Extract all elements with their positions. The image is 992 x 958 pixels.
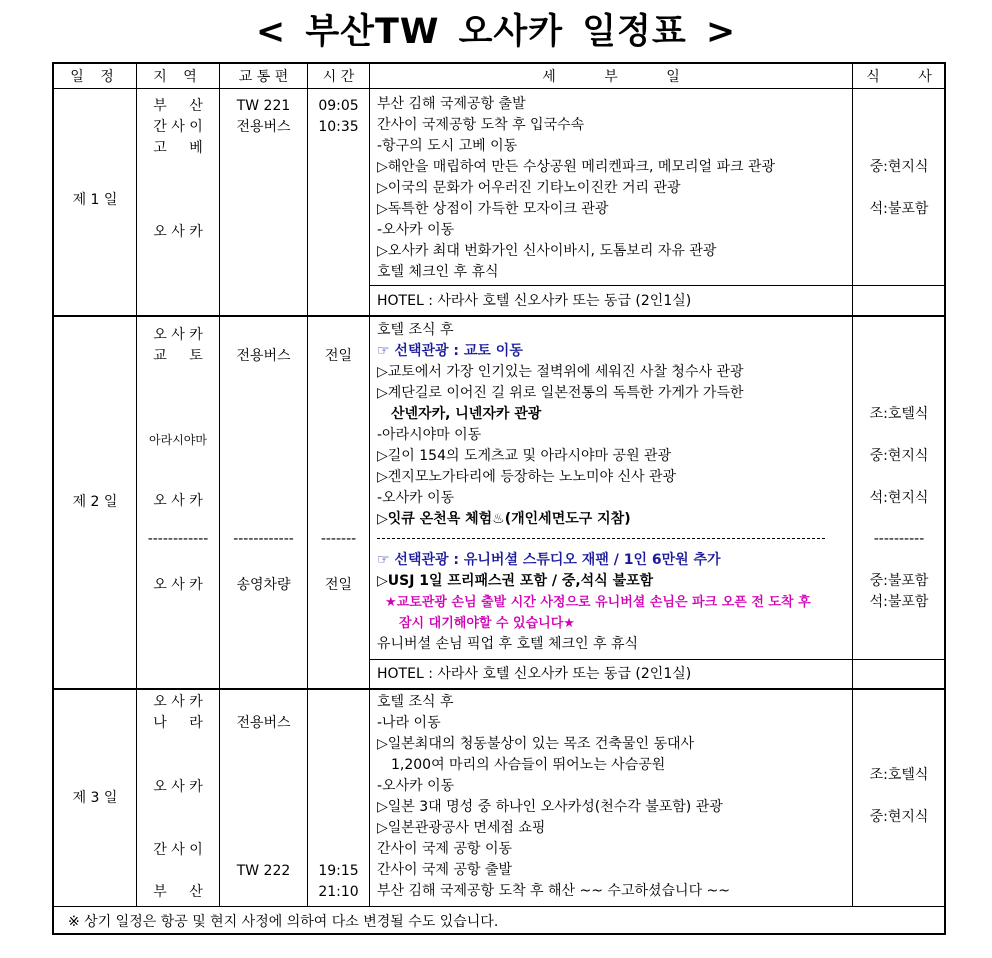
transport: 전용버스: [236, 715, 291, 731]
header-meals: 식 사: [866, 69, 932, 85]
header-transport: 교 통 편: [238, 69, 289, 85]
header-divider: [54, 88, 944, 89]
day-divider: [54, 688, 944, 690]
detail-line: ▷교토에서 가장 인기있는 절벽위에 세워진 사찰 청수사 관광: [377, 364, 744, 380]
region: 간 사 이: [153, 842, 203, 858]
meal: 중:현지식: [869, 809, 929, 825]
detail-line: 호텔 조식 후: [377, 694, 454, 710]
detail-line: -오사카 이동: [377, 222, 455, 238]
region: 부 산: [153, 884, 203, 900]
detail-line: -오사카 이동: [377, 778, 455, 794]
detail-line: 부산 김해 국제공항 도착 후 해산 ~~ 수고하셨습니다 ~~: [377, 883, 731, 899]
meal: 석:불포함: [869, 594, 929, 610]
meal: 중:현지식: [869, 448, 929, 464]
col-divider: [369, 64, 370, 906]
detail-line: -나라 이동: [377, 715, 441, 731]
detail-line: 간사이 국제공항 도착 후 입국수속: [377, 117, 585, 133]
page-title: < 부산TW 오사카 일정표 >: [255, 12, 737, 52]
hotel-divider: [369, 285, 945, 286]
time: 10:35: [318, 119, 359, 135]
detail-line: 1,200여 마리의 사슴들이 뛰어노는 사슴공원: [391, 757, 666, 773]
detail-line: ▷길이 154의 도게츠교 및 아라시야마 공원 관광: [377, 448, 672, 464]
time: 19:15: [318, 863, 359, 879]
header-day: 일 정: [70, 69, 120, 85]
transport: 전용버스: [236, 119, 291, 135]
meal-separator: ----------: [873, 531, 925, 547]
col-divider: [219, 64, 220, 906]
detail-line: 호텔 조식 후: [377, 322, 454, 338]
day-divider: [54, 315, 944, 317]
meal: 중:불포함: [869, 573, 929, 589]
transport: 송영차량: [236, 577, 291, 593]
detail-line: ▷이국의 문화가 어우러진 기타노이진칸 거리 관광: [377, 180, 681, 196]
day-label: 제 2 일: [72, 494, 118, 510]
header-region: 지 역: [153, 69, 203, 85]
meal: 조:호텔식: [869, 406, 929, 422]
time: 21:10: [318, 884, 359, 900]
time-separator: -------: [320, 531, 357, 547]
hotel-info: HOTEL : 사라사 호텔 신오사카 또는 동급 (2인1실): [377, 666, 692, 682]
transport: 전용버스: [236, 348, 291, 364]
optional-tour-line: ☞ 선택관광 : 유니버셜 스튜디오 재팬 / 1인 6만원 추가: [377, 552, 721, 568]
detail-line: 부산 김해 국제공항 출발: [377, 96, 526, 112]
detail-line: ▷잇큐 온천욕 체험♨(개인세면도구 지참): [377, 511, 631, 527]
detail-line: ▷USJ 1일 프리패스권 포함 / 중,석식 불포함: [377, 573, 654, 589]
detail-line: -오사카 이동: [377, 490, 455, 506]
region: 나 라: [153, 715, 203, 731]
region: 아라시야마: [149, 433, 207, 447]
region: 오 사 카: [153, 224, 203, 240]
meal: 석:현지식: [869, 490, 929, 506]
detail-line: ▷독특한 상점이 가득한 모자이크 관광: [377, 201, 609, 217]
region: 부 산: [153, 98, 203, 114]
region: 오 사 카: [153, 779, 203, 795]
region: 오 사 카: [153, 327, 203, 343]
meal: 조:호텔식: [869, 767, 929, 783]
detail-line: ▷해안을 매립하여 만든 수상공원 메리켄파크, 메모리얼 파크 관광: [377, 159, 775, 175]
header-details: 세 부 일: [542, 69, 680, 85]
col-divider: [307, 64, 308, 906]
footer-note: ※ 상기 일정은 항공 및 현지 사정에 의하여 다소 변경될 수도 있습니다.: [68, 914, 499, 930]
region: 고 베: [153, 140, 203, 156]
region: 교 토: [153, 348, 203, 364]
transport-separator: ------------: [233, 531, 294, 547]
notice-line: ★교토관광 손님 출발 시간 사정으로 유니버셜 손님은 파크 오픈 전 도착 후: [385, 595, 811, 610]
detail-line: 간사이 국제 공항 출발: [377, 862, 513, 878]
meal: 석:불포함: [869, 201, 929, 217]
time: 전일: [324, 577, 353, 593]
header-time: 시 간: [322, 69, 355, 85]
detail-line: 유니버셜 손님 픽업 후 호텔 체크인 후 휴식: [377, 636, 639, 652]
meal: 중:현지식: [869, 159, 929, 175]
footer-divider: [54, 906, 944, 907]
detail-line: ▷계단길로 이어진 길 위로 일본전통의 독특한 가게가 가득한: [377, 385, 744, 401]
detail-line: ▷오사카 최대 번화가인 신사이바시, 도톰보리 자유 관광: [377, 243, 717, 259]
notice-line: 잠시 대기해야할 수 있습니다★: [399, 616, 575, 631]
detail-line: ▷일본 3대 명성 중 하나인 오사카성(천수각 불포함) 관광: [377, 799, 723, 815]
detail-line: 간사이 국제 공항 이동: [377, 841, 513, 857]
details-separator: [377, 538, 825, 539]
region: 오 사 카: [153, 493, 203, 509]
flight-number: TW 221: [236, 98, 291, 114]
detail-line: ▷일본관광공사 면세점 쇼핑: [377, 820, 546, 836]
hotel-info: HOTEL : 사라사 호텔 신오사카 또는 동급 (2인1실): [377, 293, 692, 309]
detail-line: 호텔 체크인 후 휴식: [377, 264, 499, 280]
day-label: 제 3 일: [72, 790, 118, 806]
region-separator: ------------: [147, 531, 209, 547]
hotel-divider: [369, 659, 945, 660]
detail-line: ▷겐지모노가타리에 등장하는 노노미야 신사 관광: [377, 469, 677, 485]
region: 오 사 카: [153, 577, 203, 593]
detail-line: 산넨자카, 니넨자카 관광: [391, 406, 542, 422]
day-label: 제 1 일: [72, 192, 118, 208]
detail-line: -항구의 도시 고베 이동: [377, 138, 518, 154]
optional-tour-line: ☞ 선택관광 : 교토 이동: [377, 343, 523, 359]
region: 오 사 카: [153, 694, 203, 710]
detail-line: ▷일본최대의 청동불상이 있는 목조 건축물인 동대사: [377, 736, 695, 752]
detail-line: -아라시야마 이동: [377, 427, 482, 443]
time: 09:05: [318, 98, 359, 114]
itinerary-table: [52, 62, 946, 935]
time: 전일: [324, 348, 353, 364]
region: 간 사 이: [153, 119, 203, 135]
flight-number: TW 222: [236, 863, 291, 879]
